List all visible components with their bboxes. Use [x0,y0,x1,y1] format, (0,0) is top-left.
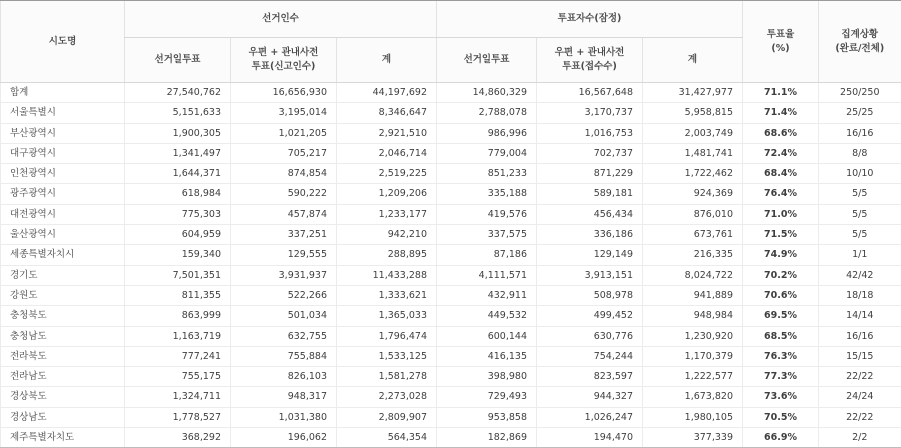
count-status-cell: 14/14 [819,306,901,326]
count-status-cell: 24/24 [819,387,901,407]
electorate-total-cell: 1,581,278 [337,367,437,387]
turnout-rate-cell: 74.9% [743,245,819,265]
column-header-sido: 시도명 [1,1,125,83]
count-status-cell: 5/5 [819,225,901,245]
region-name-cell: 전라북도 [1,346,125,366]
votes-total-cell: 876,010 [643,204,743,224]
count-status-cell: 15/15 [819,346,901,366]
electorate-total-cell: 2,921,510 [337,123,437,143]
electorate-election-day-cell: 27,540,762 [125,83,231,103]
turnout-rate-cell: 66.9% [743,428,819,448]
column-header-votes-mail-prevote [537,38,643,83]
votes-total-cell: 31,427,977 [643,83,743,103]
table-row [1,225,901,245]
electorate-total-cell: 2,046,714 [337,143,437,163]
table-row [1,367,901,387]
electorate-election-day-cell: 777,241 [125,346,231,366]
electorate-prevote-cell: 1,031,380 [231,407,337,427]
region-name-cell: 제주특별자치도 [1,428,125,448]
votes-total-cell: 216,335 [643,245,743,265]
votes-election-day-cell: 600,144 [437,326,537,346]
electorate-prevote-cell: 826,103 [231,367,337,387]
table-row [1,103,901,123]
electorate-election-day-cell: 7,501,351 [125,265,231,285]
votes-total-cell: 1,673,820 [643,387,743,407]
column-group-header-votes: 투표자수(잠정) [437,1,743,38]
votes-election-day-cell: 4,111,571 [437,265,537,285]
electorate-prevote-cell: 522,266 [231,285,337,305]
table-row [1,265,901,285]
region-name-cell: 충청북도 [1,306,125,326]
column-header-count-status [819,1,901,83]
table-row [1,184,901,204]
region-name-cell: 대구광역시 [1,143,125,163]
electorate-prevote-line2: 투표(신고인수) [251,61,316,72]
electorate-total-cell: 942,210 [337,225,437,245]
electorate-prevote-cell: 590,222 [231,184,337,204]
votes-total-cell: 673,761 [643,225,743,245]
table-row [1,123,901,143]
electorate-election-day-cell: 1,341,497 [125,143,231,163]
votes-prevote-cell: 3,170,737 [537,103,643,123]
electorate-total-cell: 288,895 [337,245,437,265]
votes-election-day-cell: 337,575 [437,225,537,245]
electorate-prevote-line1: 우편 + 관내사전 [248,47,319,59]
votes-prevote-cell: 499,452 [537,306,643,326]
votes-prevote-cell: 871,229 [537,164,643,184]
count-status-cell: 10/10 [819,164,901,184]
turnout-rate-cell: 68.6% [743,123,819,143]
votes-total-cell: 941,889 [643,285,743,305]
electorate-prevote-cell: 16,656,930 [231,83,337,103]
column-group-header-electorate: 선거인수 [125,1,437,38]
votes-election-day-cell: 182,869 [437,428,537,448]
count-status-cell: 22/22 [819,407,901,427]
electorate-prevote-cell: 1,021,205 [231,123,337,143]
region-name-cell: 강원도 [1,285,125,305]
electorate-election-day-cell: 1,644,371 [125,164,231,184]
votes-prevote-line1: 우편 + 관내사전 [554,47,625,59]
region-name-cell: 경기도 [1,265,125,285]
electorate-total-cell: 11,433,288 [337,265,437,285]
count-status-cell: 25/25 [819,103,901,123]
count-status-cell: 16/16 [819,326,901,346]
votes-prevote-cell: 754,244 [537,346,643,366]
count-status-cell: 2/2 [819,428,901,448]
votes-election-day-cell: 14,860,329 [437,83,537,103]
electorate-total-cell: 1,333,621 [337,285,437,305]
region-name-cell: 서울특별시 [1,103,125,123]
votes-total-cell: 1,170,379 [643,346,743,366]
table-row [1,306,901,326]
electorate-prevote-cell: 632,755 [231,326,337,346]
turnout-rate-cell: 71.4% [743,103,819,123]
electorate-prevote-cell: 874,854 [231,164,337,184]
votes-election-day-cell: 432,911 [437,285,537,305]
table-body [1,83,901,448]
votes-election-day-cell: 416,135 [437,346,537,366]
votes-election-day-cell: 449,532 [437,306,537,326]
turnout-rate-cell: 77.3% [743,367,819,387]
column-header-votes-total: 계 [643,38,743,83]
votes-election-day-cell: 87,186 [437,245,537,265]
region-name-cell: 세종특별자치시 [1,245,125,265]
region-name-cell: 충청남도 [1,326,125,346]
electorate-prevote-cell: 3,195,014 [231,103,337,123]
votes-total-cell: 1,230,920 [643,326,743,346]
count-status-cell: 5/5 [819,184,901,204]
electorate-election-day-cell: 863,999 [125,306,231,326]
electorate-prevote-cell: 337,251 [231,225,337,245]
table-row [1,164,901,184]
turnout-rate-cell: 72.4% [743,143,819,163]
table-row [1,326,901,346]
votes-prevote-cell: 630,776 [537,326,643,346]
count-status-label-line1: 집계상황 [841,28,879,40]
votes-total-cell: 1,222,577 [643,367,743,387]
electorate-prevote-cell: 501,034 [231,306,337,326]
votes-election-day-cell: 419,576 [437,204,537,224]
votes-prevote-cell: 823,597 [537,367,643,387]
table-header [1,1,901,83]
turnout-rate-label-line1: 투표율 [766,28,795,40]
turnout-rate-cell: 73.6% [743,387,819,407]
region-name-cell: 부산광역시 [1,123,125,143]
turnout-rate-cell: 71.1% [743,83,819,103]
turnout-rate-cell: 71.0% [743,204,819,224]
turnout-rate-cell: 76.4% [743,184,819,204]
electorate-total-cell: 2,519,225 [337,164,437,184]
count-status-cell: 5/5 [819,204,901,224]
table-row [1,204,901,224]
table-row [1,285,901,305]
turnout-rate-cell: 69.5% [743,306,819,326]
region-name-cell: 울산광역시 [1,225,125,245]
electorate-election-day-cell: 368,292 [125,428,231,448]
electorate-prevote-cell: 755,884 [231,346,337,366]
votes-total-cell: 1,980,105 [643,407,743,427]
count-status-cell: 42/42 [819,265,901,285]
electorate-election-day-cell: 775,303 [125,204,231,224]
region-name-cell: 전라남도 [1,367,125,387]
table-row [1,83,901,103]
count-status-label-line2: (완료/전체) [835,42,885,54]
electorate-election-day-cell: 1,163,719 [125,326,231,346]
votes-election-day-cell: 779,004 [437,143,537,163]
electorate-total-cell: 1,533,125 [337,346,437,366]
votes-prevote-cell: 589,181 [537,184,643,204]
turnout-rate-cell: 68.4% [743,164,819,184]
count-status-cell: 250/250 [819,83,901,103]
votes-prevote-cell: 1,026,247 [537,407,643,427]
votes-total-cell: 1,481,741 [643,143,743,163]
region-name-cell: 인천광역시 [1,164,125,184]
votes-total-cell: 377,339 [643,428,743,448]
votes-prevote-cell: 336,186 [537,225,643,245]
count-status-cell: 1/1 [819,245,901,265]
votes-election-day-cell: 398,980 [437,367,537,387]
votes-prevote-cell: 702,737 [537,143,643,163]
electorate-total-cell: 2,809,907 [337,407,437,427]
electorate-total-cell: 1,233,177 [337,204,437,224]
votes-election-day-cell: 986,996 [437,123,537,143]
votes-prevote-cell: 16,567,648 [537,83,643,103]
count-status-cell: 18/18 [819,285,901,305]
table-row [1,407,901,427]
votes-total-cell: 2,003,749 [643,123,743,143]
votes-prevote-cell: 194,470 [537,428,643,448]
region-name-cell: 광주광역시 [1,184,125,204]
electorate-prevote-cell: 457,874 [231,204,337,224]
column-header-votes-election-day: 선거일투표 [437,38,537,83]
votes-election-day-cell: 2,788,078 [437,103,537,123]
turnout-rate-label-line2: (%) [771,42,790,54]
header-row-groups [1,1,901,38]
column-header-turnout-rate [743,1,819,83]
votes-total-cell: 948,984 [643,306,743,326]
region-name-cell: 합계 [1,83,125,103]
electorate-total-cell: 1,365,033 [337,306,437,326]
count-status-cell: 22/22 [819,367,901,387]
electorate-total-cell: 44,197,692 [337,83,437,103]
electorate-election-day-cell: 811,355 [125,285,231,305]
votes-prevote-cell: 944,327 [537,387,643,407]
votes-prevote-line2: 투표(접수수) [562,61,617,72]
table-row [1,346,901,366]
region-name-cell: 경상남도 [1,407,125,427]
turnout-rate-cell: 70.6% [743,285,819,305]
table-row [1,143,901,163]
turnout-rate-cell: 76.3% [743,346,819,366]
table-row [1,387,901,407]
electorate-prevote-cell: 3,931,937 [231,265,337,285]
column-header-electorate-mail-prevote [231,38,337,83]
electorate-prevote-cell: 948,317 [231,387,337,407]
votes-prevote-cell: 129,149 [537,245,643,265]
turnout-rate-cell: 68.5% [743,326,819,346]
electorate-total-cell: 8,346,647 [337,103,437,123]
votes-election-day-cell: 729,493 [437,387,537,407]
electorate-election-day-cell: 1,324,711 [125,387,231,407]
electorate-election-day-cell: 159,340 [125,245,231,265]
votes-total-cell: 5,958,815 [643,103,743,123]
electorate-election-day-cell: 1,900,305 [125,123,231,143]
votes-prevote-cell: 3,913,151 [537,265,643,285]
electorate-election-day-cell: 618,984 [125,184,231,204]
column-header-electorate-election-day: 선거일투표 [125,38,231,83]
electorate-total-cell: 564,354 [337,428,437,448]
electorate-prevote-cell: 129,555 [231,245,337,265]
electorate-election-day-cell: 755,175 [125,367,231,387]
electorate-total-cell: 1,209,206 [337,184,437,204]
count-status-cell: 8/8 [819,143,901,163]
region-name-cell: 대전광역시 [1,204,125,224]
votes-election-day-cell: 953,858 [437,407,537,427]
votes-prevote-cell: 1,016,753 [537,123,643,143]
electorate-election-day-cell: 604,959 [125,225,231,245]
electorate-election-day-cell: 5,151,633 [125,103,231,123]
region-name-cell: 경상북도 [1,387,125,407]
turnout-rate-cell: 71.5% [743,225,819,245]
table-row [1,428,901,448]
column-header-electorate-total: 계 [337,38,437,83]
votes-election-day-cell: 335,188 [437,184,537,204]
electorate-total-cell: 1,796,474 [337,326,437,346]
count-status-cell: 16/16 [819,123,901,143]
electorate-prevote-cell: 196,062 [231,428,337,448]
turnout-rate-cell: 70.5% [743,407,819,427]
votes-total-cell: 1,722,462 [643,164,743,184]
votes-total-cell: 8,024,722 [643,265,743,285]
votes-election-day-cell: 851,233 [437,164,537,184]
electorate-prevote-cell: 705,217 [231,143,337,163]
table-row [1,245,901,265]
turnout-rate-cell: 70.2% [743,265,819,285]
votes-prevote-cell: 508,978 [537,285,643,305]
votes-total-cell: 924,369 [643,184,743,204]
votes-prevote-cell: 456,434 [537,204,643,224]
electorate-total-cell: 2,273,028 [337,387,437,407]
electorate-election-day-cell: 1,778,527 [125,407,231,427]
